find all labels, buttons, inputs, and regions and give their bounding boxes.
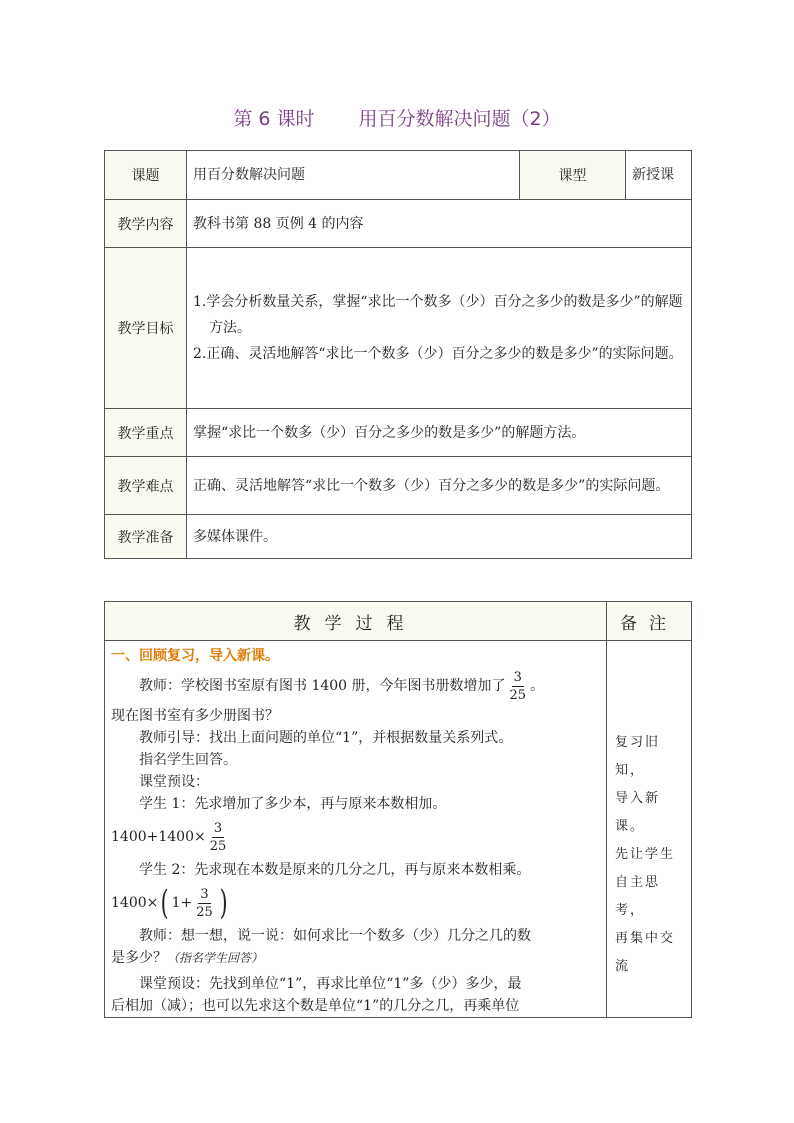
answer-note: 指名学生回答。 — [139, 752, 237, 768]
formula-2: 1400× ( 1+ $\frac{3}{25}$ ) — [111, 883, 228, 923]
note-header: 备注 — [607, 602, 692, 641]
key-label: 教学重点 — [105, 409, 187, 457]
lesson-number: 第 6 课时 — [233, 108, 315, 130]
formula-1: 1400+1400× $\frac{3}{25}$ — [111, 820, 227, 854]
fraction: $\frac{3}{25}$ — [209, 820, 227, 854]
goal-item: 1.学会分析数量关系，掌握“求比一个数多（少）百分之多少的数是多少”的解题方法。 — [193, 294, 683, 336]
student-1: 学生 1：先求增加了多少本，再与原来本数相加。 — [139, 796, 447, 812]
process-header: 教学过程 — [105, 602, 607, 641]
student-2: 学生 2：先求现在本数是原来的几分之几，再与原来本数相乘。 — [139, 862, 531, 878]
goals-label: 教学目标 — [105, 248, 187, 409]
goal-item: 2.正确、灵活地解答“求比一个数多（少）百分之多少的数是多少”的实际问题。 — [193, 346, 683, 362]
teacher-question-cont: 现在图书室有多少册图书？ — [111, 708, 279, 724]
subject-label: 课题 — [105, 151, 187, 200]
preset-label: 课堂预设： — [139, 774, 209, 790]
content-label: 教学内容 — [105, 200, 187, 248]
teacher-question: 教师：学校图书室原有图书 1400 册，今年图书册数增加了 $\frac{3}{25}$ 。 — [139, 669, 545, 703]
subject-value: 用百分数解决问题 — [187, 151, 520, 200]
page-title — [0, 104, 794, 131]
teacher-guide: 教师引导：找出上面问题的单位“1”，并根据数量关系列式。 — [139, 730, 513, 746]
teacher-think: 教师：想一想，说一说：如何求比一个数多（少）几分之几的数 — [139, 928, 531, 944]
teacher-think-cont: 是多少？（指名学生回答） — [111, 950, 264, 966]
fraction: $\frac{3}{25}$ — [196, 886, 213, 920]
fraction: $\frac{3}{25}$ — [509, 669, 527, 703]
difficulty-value: 正确、灵活地解答“求比一个数多（少）百分之多少的数是多少”的实际问题。 — [187, 457, 692, 515]
section-heading: 一、回顾复习，导入新课。 — [111, 648, 279, 664]
difficulty-label: 教学难点 — [105, 457, 187, 515]
lesson-topic: 用百分数解决问题（2） — [358, 108, 561, 130]
prep-value: 多媒体课件。 — [187, 515, 692, 559]
note-body: 复习旧知， 导入新课。 先让学生 自主思考， 再集中交 流 — [607, 641, 692, 1018]
process-body — [105, 641, 607, 1018]
prep-label: 教学准备 — [105, 515, 187, 559]
type-value: 新授课 — [626, 151, 692, 200]
preset-2: 课堂预设：先找到单位“1”，再求比单位“1”多（少）多少，最 — [139, 976, 522, 992]
lesson-info-table — [104, 150, 692, 559]
key-value: 掌握“求比一个数多（少）百分之多少的数是多少”的解题方法。 — [187, 409, 692, 457]
goals-value — [187, 248, 692, 409]
process-table — [104, 601, 692, 1018]
content-value: 教科书第 88 页例 4 的内容 — [187, 200, 692, 248]
preset-2-cont: 后相加（减）；也可以先求这个数是单位“1”的几分之几，再乘单位 — [111, 998, 520, 1014]
type-label: 课型 — [520, 151, 626, 200]
